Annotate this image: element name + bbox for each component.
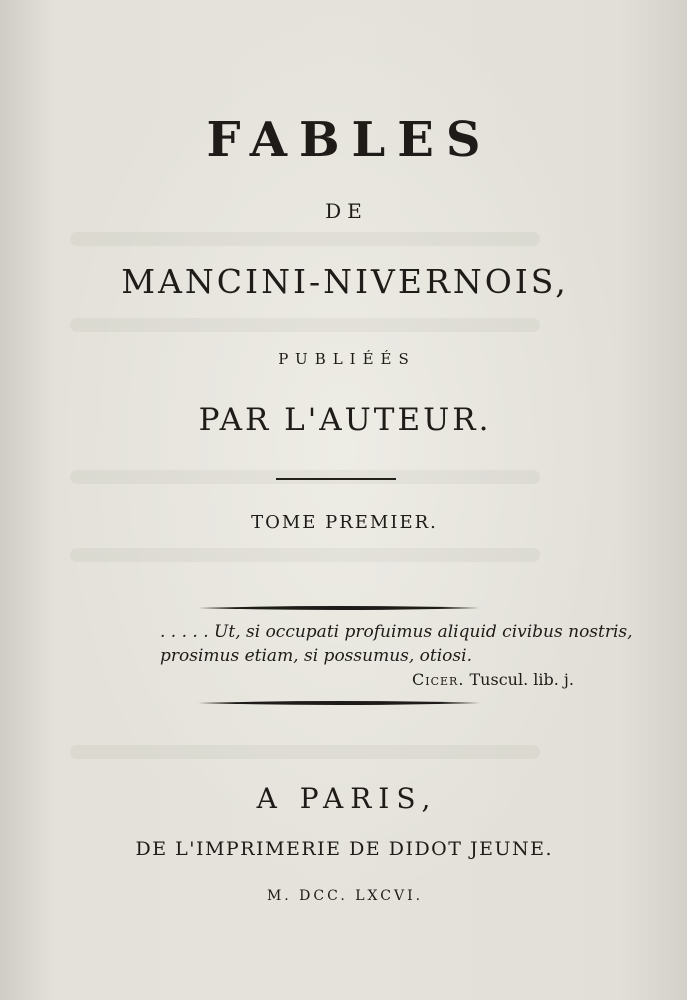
imprint-place: A PARIS, (256, 782, 438, 815)
imprint-date: M. DCC. LXCVI. (266, 888, 424, 904)
ornamental-rule-bottom (198, 700, 480, 706)
volume-label: TOME PREMIER. (251, 512, 438, 533)
bleed-through-mark (70, 470, 540, 484)
source-author: Cicer. (412, 670, 465, 689)
bleed-through-mark (70, 548, 540, 562)
bleed-through-mark (70, 745, 540, 759)
ornamental-rule-top (198, 605, 480, 611)
epigraph-line: prosimus etiam, si possumus, otiosi. (160, 646, 472, 666)
published-label: PUBLIÉÉS (278, 350, 416, 368)
divider-rule (276, 478, 396, 480)
by-author-line: PAR L'AUTEUR. (198, 402, 492, 438)
book-title: FABLES (206, 112, 493, 168)
epigraph (160, 620, 633, 668)
source-work: Tuscul. lib. j. (469, 670, 574, 689)
author-name: MANCINI-NIVERNOIS, (121, 262, 569, 301)
imprint-printer: DE L'IMPRIMERIE DE DIDOT JEUNE. (135, 838, 554, 860)
bleed-through-mark (70, 318, 540, 332)
epigraph-source (412, 670, 574, 689)
epigraph-line: . . . . . Ut, si occupati profuimus aliquid civibus nostris, (160, 622, 633, 642)
bleed-through-mark (70, 232, 540, 246)
title-connector: DE (325, 199, 368, 223)
